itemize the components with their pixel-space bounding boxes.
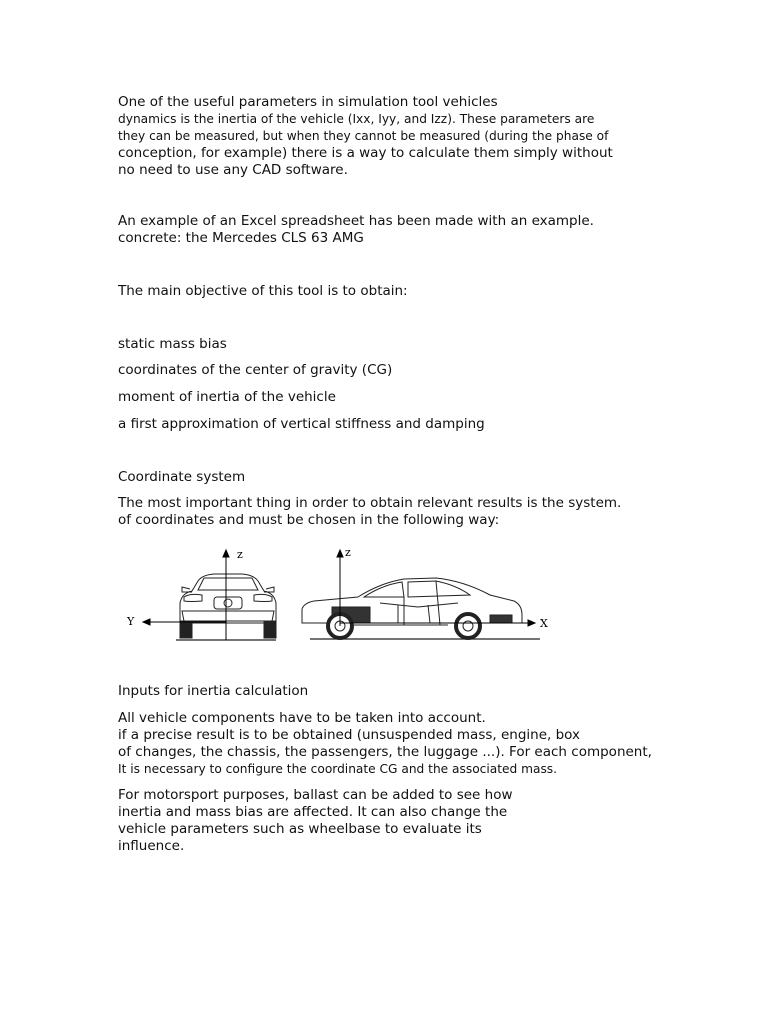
coordinate-system-paragraph	[118, 495, 621, 529]
inputs-line: It is necessary to configure the coordinate CG and the associated mass.	[118, 762, 558, 776]
inputs-line: All vehicle components have to be taken into account.	[118, 710, 486, 726]
motorsport-line: vehicle parameters such as wheelbase to evaluate its	[118, 821, 482, 837]
coordinate-system-line: The most important thing in order to obtain relevant results is the system.	[118, 495, 622, 511]
intro-line: dynamics is the inertia of the vehicle (Ixx, Iyy, and Izz). These parameters are	[118, 112, 595, 126]
side-z-axis-label: z	[345, 546, 351, 559]
example-line: concrete: the Mercedes CLS 63 AMG	[118, 230, 364, 246]
motorsport-line: For motorsport purposes, ballast can be added to see how	[118, 787, 513, 803]
front-z-axis-label: z	[237, 548, 243, 561]
inputs-paragraph	[118, 710, 652, 778]
car-diagram	[118, 545, 558, 645]
objective-item: a first approximation of vertical stiffness and damping	[118, 416, 485, 432]
intro-line: they can be measured, but when they cannot be measured (during the phase of	[118, 129, 609, 143]
motorsport-line: inertia and mass bias are affected. It can also change the	[118, 804, 508, 820]
coordinate-system-figure	[118, 545, 558, 645]
objective-item: moment of inertia of the vehicle	[118, 389, 336, 405]
intro-paragraph	[118, 94, 613, 179]
inputs-heading: Inputs for inertia calculation	[118, 683, 309, 699]
inputs-line: of changes, the chassis, the passengers, the luggage ...). For each component,	[118, 744, 652, 760]
coordinate-system-heading: Coordinate system	[118, 469, 246, 485]
inputs-line: if a precise result is to be obtained (unsuspended mass, engine, box	[118, 727, 580, 743]
front-y-axis-label: Y	[127, 615, 135, 628]
objective-text: The main objective of this tool is to obtain:	[118, 283, 408, 299]
coordinate-system-line: of coordinates and must be chosen in the following way:	[118, 512, 500, 528]
example-paragraph	[118, 213, 594, 247]
objective-item: coordinates of the center of gravity (CG)	[118, 362, 393, 378]
motorsport-paragraph	[118, 787, 513, 855]
intro-line: One of the useful parameters in simulation tool vehicles	[118, 94, 498, 110]
side-x-axis-label: X	[540, 617, 548, 630]
intro-line: no need to use any CAD software.	[118, 162, 348, 178]
intro-line: conception, for example) there is a way to calculate them simply without	[118, 145, 613, 161]
motorsport-line: influence.	[118, 838, 185, 854]
side-view-car	[302, 578, 540, 639]
example-line: An example of an Excel spreadsheet has been made with an example.	[118, 213, 594, 229]
objective-item: static mass bias	[118, 336, 227, 352]
